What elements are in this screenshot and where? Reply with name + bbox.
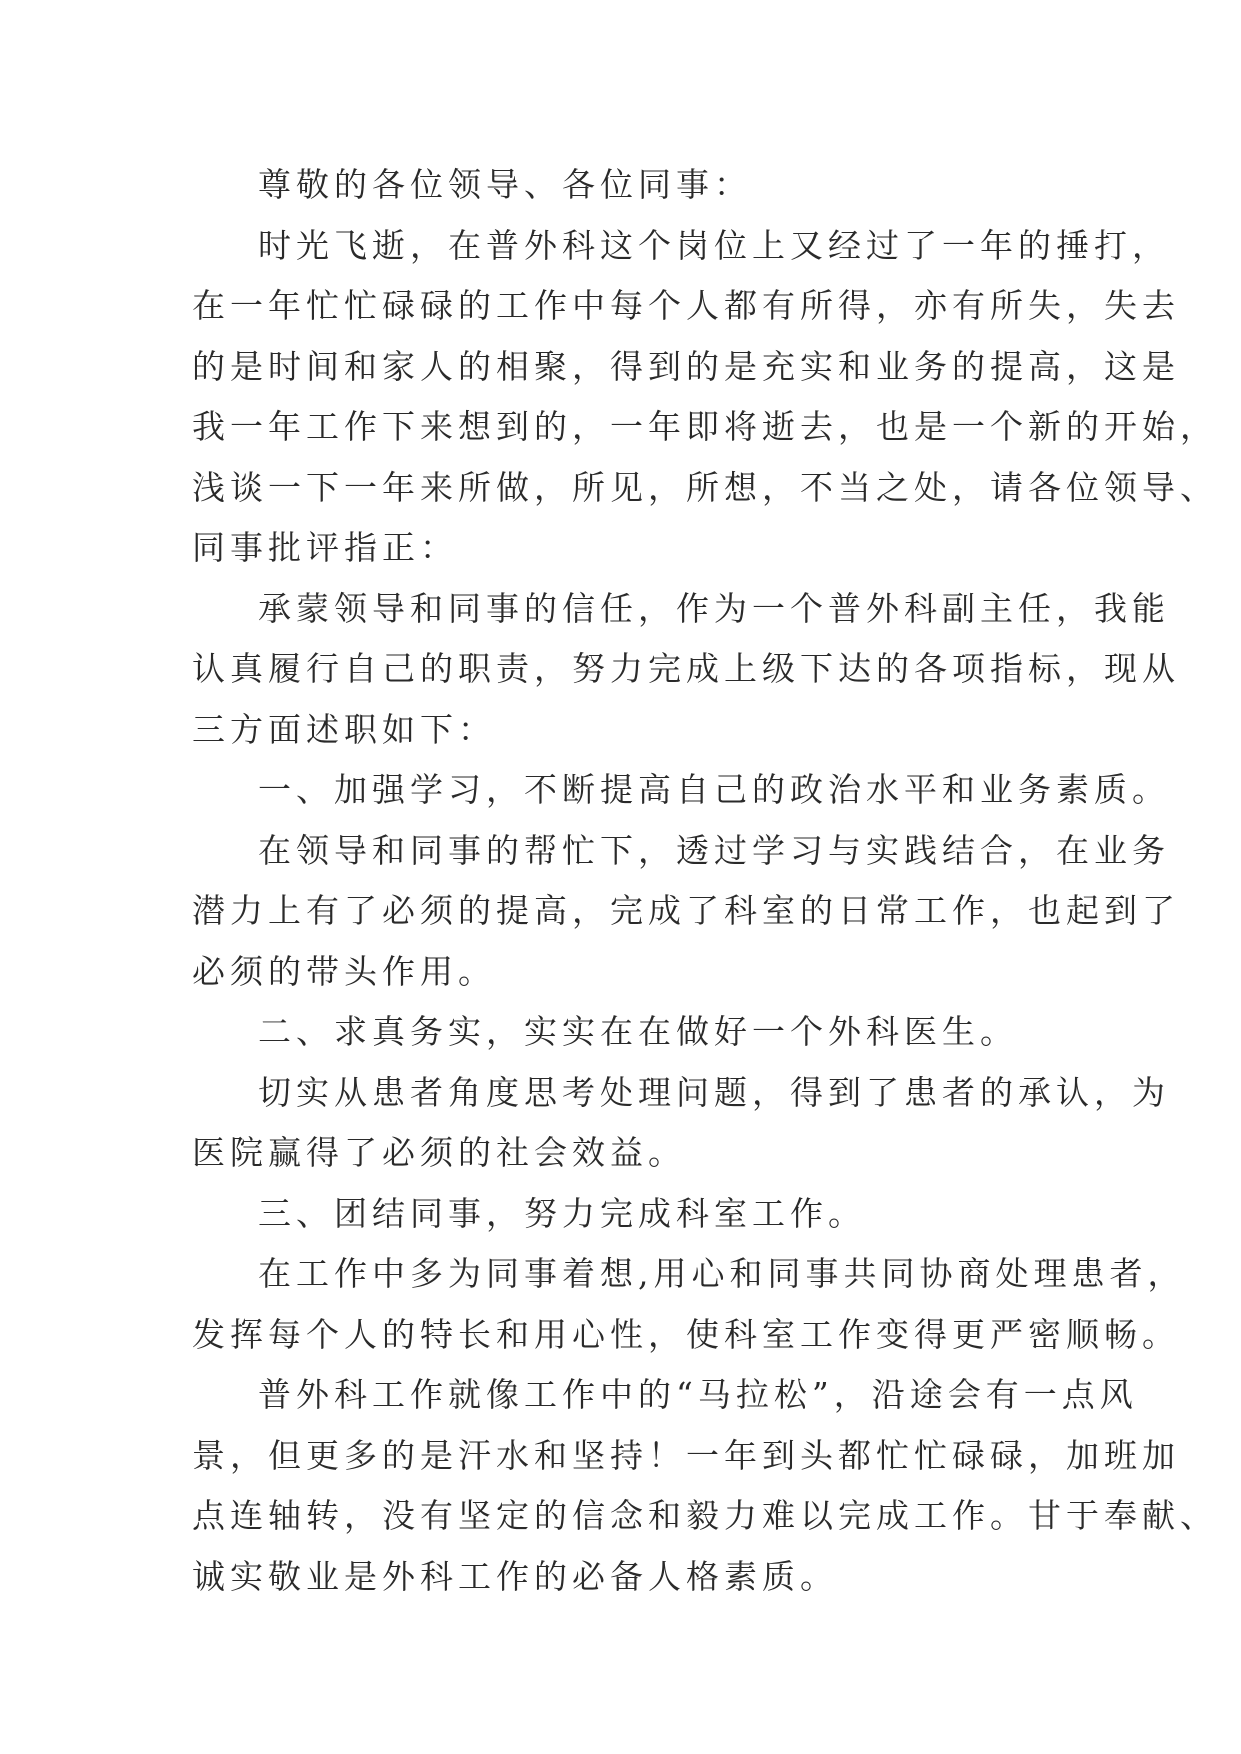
paragraph-line: 点连轴转，没有坚定的信念和毅力难以完成工作。甘于奉献、 [192, 1496, 1218, 1535]
paragraph-line: 认真履行自己的职责，努力完成上级下达的各项指标，现从 [192, 649, 1180, 688]
paragraph-line: 三方面述职如下： [192, 709, 496, 749]
greeting-line: 尊敬的各位领导、各位同事： [258, 165, 752, 204]
paragraph-line: 浅谈一下一年来所做，所见，所想，不当之处，请各位领导、 [192, 467, 1218, 507]
paragraph-line: 必须的带头作用。 [192, 951, 496, 991]
paragraph-line: 普外科工作就像工作中的“马拉松”，沿途会有一点风 [258, 1375, 1138, 1414]
paragraph-line: 在领导和同事的帮忙下，透过学习与实践结合，在业务 [258, 830, 1170, 870]
paragraph-line: 诚实敬业是外科工作的必备人格素质。 [192, 1556, 838, 1596]
paragraph [192, 760, 1170, 821]
paragraph-line: 同事批评指正： [192, 528, 458, 567]
paragraph [192, 1063, 1170, 1184]
paragraph-line: 切实从患者角度思考处理问题，得到了患者的承认，为 [258, 1072, 1170, 1112]
paragraph-line: 的是时间和家人的相聚，得到的是充实和业务的提高，这是 [192, 346, 1180, 386]
paragraph-line: 三、团结同事，努力完成科室工作。 [258, 1193, 866, 1233]
paragraph [192, 579, 1180, 761]
greeting [192, 155, 1052, 216]
paragraph [192, 216, 1218, 579]
paragraph-line: 发挥每个人的特长和用心性，使科室工作变得更严密顺畅。 [192, 1314, 1180, 1354]
paragraph [192, 821, 1180, 1003]
document-body [192, 155, 1218, 1607]
paragraph [192, 1244, 1186, 1365]
paragraph [192, 1365, 1218, 1607]
paragraph [192, 1184, 1052, 1245]
paragraph-line: 景，但更多的是汗水和坚持！一年到头都忙忙碌碌，加班加 [192, 1435, 1180, 1475]
paragraph-line: 在一年忙忙碌碌的工作中每个人都有所得，亦有所失，失去 [192, 286, 1180, 325]
paragraph-line: 医院赢得了必须的社会效益。 [192, 1133, 686, 1172]
paragraph-line: 在工作中多为同事着想,用心和同事共同协商处理患者， [258, 1254, 1186, 1293]
paragraph [192, 1002, 1052, 1063]
paragraph-line: 潜力上有了必须的提高，完成了科室的日常工作，也起到了 [192, 891, 1180, 930]
paragraph-line: 时光飞逝，在普外科这个岗位上又经过了一年的捶打， [258, 225, 1170, 265]
paragraph-line: 承蒙领导和同事的信任，作为一个普外科副主任，我能 [258, 588, 1170, 628]
paragraph-line: 一、加强学习，不断提高自己的政治水平和业务素质。 [258, 770, 1170, 809]
paragraph-line: 二、求真务实，实实在在做好一个外科医生。 [258, 1012, 1018, 1051]
paragraph-line: 我一年工作下来想到的，一年即将逝去，也是一个新的开始， [192, 407, 1218, 446]
paragraph-list [192, 216, 1218, 1608]
